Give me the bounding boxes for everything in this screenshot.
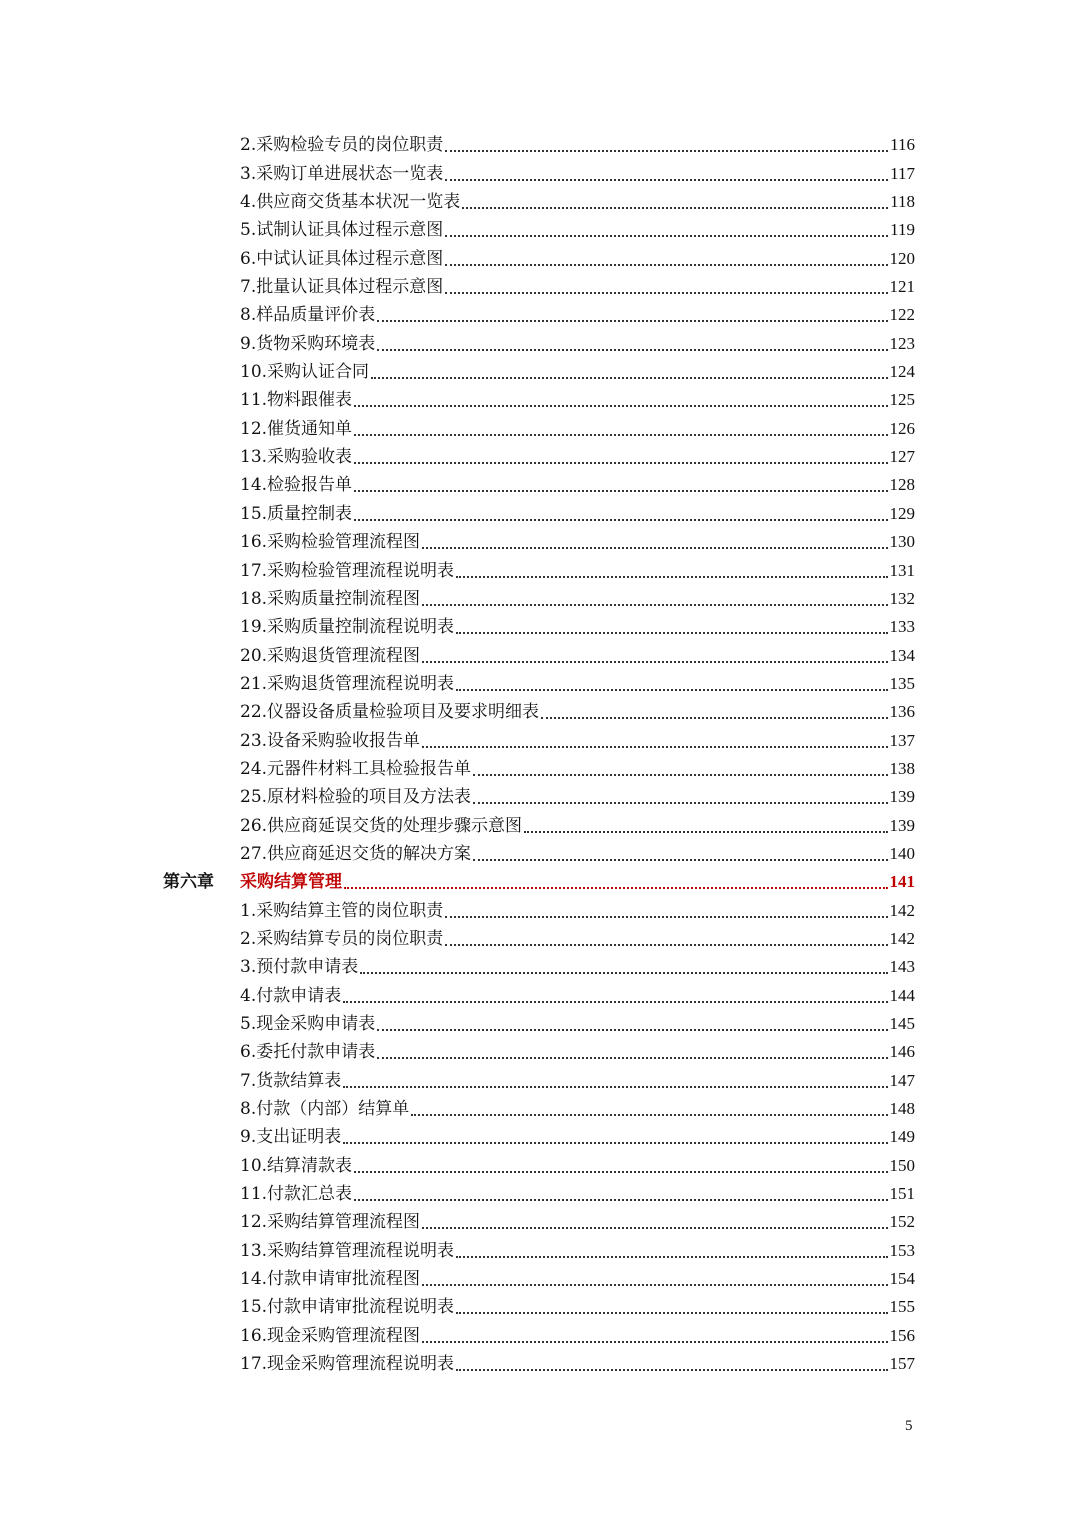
toc-entry-row bbox=[240, 386, 915, 414]
toc-entry-row bbox=[240, 216, 915, 244]
toc-entry-title: 18.采购质量控制流程图 bbox=[240, 588, 421, 609]
toc-entry[interactable] bbox=[0, 188, 1080, 216]
toc-entry[interactable] bbox=[0, 585, 1080, 613]
toc-dot-leader bbox=[456, 689, 887, 691]
toc-entry[interactable] bbox=[0, 1321, 1080, 1349]
toc-entry[interactable] bbox=[0, 1066, 1080, 1094]
toc-dot-leader bbox=[445, 150, 888, 152]
toc-entry-title: 12.催货通知单 bbox=[240, 418, 353, 439]
toc-entry-title: 16.采购检验管理流程图 bbox=[240, 532, 421, 553]
toc-entry-row bbox=[240, 131, 915, 159]
toc-entry-row bbox=[240, 273, 915, 301]
toc-entry-page: 125 bbox=[889, 390, 915, 410]
toc-entry[interactable] bbox=[0, 840, 1080, 868]
toc-entry-row bbox=[240, 812, 915, 840]
toc-entry-title: 10.结算清款表 bbox=[240, 1155, 353, 1176]
toc-dot-leader bbox=[541, 717, 887, 719]
toc-entry[interactable] bbox=[0, 358, 1080, 386]
toc-dot-leader bbox=[344, 887, 888, 889]
toc-entry-row bbox=[240, 670, 915, 698]
toc-entry-row bbox=[240, 1152, 915, 1180]
toc-entry[interactable] bbox=[0, 641, 1080, 669]
toc-dot-leader bbox=[422, 1227, 887, 1229]
toc-entry[interactable] bbox=[0, 216, 1080, 244]
toc-dot-leader bbox=[456, 1312, 887, 1314]
toc-entry[interactable] bbox=[0, 1010, 1080, 1038]
toc-entry-title: 15.质量控制表 bbox=[240, 503, 353, 524]
toc-entry[interactable] bbox=[0, 329, 1080, 357]
toc-entry-title: 17.采购检验管理流程说明表 bbox=[240, 560, 455, 581]
toc-entry-page: 130 bbox=[889, 532, 915, 552]
toc-entry[interactable] bbox=[0, 755, 1080, 783]
toc-entry-row bbox=[240, 471, 915, 499]
toc-dot-leader bbox=[343, 1142, 887, 1144]
toc-chapter-label: 第六章 bbox=[163, 872, 214, 893]
toc-entry-title: 9.支出证明表 bbox=[240, 1127, 342, 1148]
toc-entry-page: 132 bbox=[889, 588, 915, 608]
toc-entry-title: 8.付款（内部）结算单 bbox=[240, 1099, 410, 1120]
toc-entry-title: 11.付款汇总表 bbox=[240, 1184, 353, 1205]
toc-entry-row bbox=[240, 698, 915, 726]
toc-entry-page: 139 bbox=[889, 815, 915, 835]
toc-entry-title: 25.原材料检验的项目及方法表 bbox=[240, 787, 472, 808]
toc-dot-leader bbox=[354, 405, 887, 407]
toc-entry-title: 14.付款申请审批流程图 bbox=[240, 1269, 421, 1290]
toc-entry-page: 147 bbox=[889, 1070, 915, 1090]
toc-entry-row bbox=[240, 301, 915, 329]
toc-entry[interactable] bbox=[0, 726, 1080, 754]
toc-dot-leader bbox=[422, 1284, 887, 1286]
table-of-contents bbox=[0, 131, 1080, 1378]
toc-entry-title: 20.采购退货管理流程图 bbox=[240, 645, 421, 666]
toc-entry-page: 121 bbox=[889, 277, 915, 297]
toc-entry-row bbox=[240, 585, 915, 613]
toc-entry-title: 16.现金采购管理流程图 bbox=[240, 1325, 421, 1346]
toc-entry-page: 128 bbox=[889, 475, 915, 495]
toc-entry-row bbox=[240, 1067, 915, 1095]
toc-dot-leader bbox=[360, 972, 887, 974]
toc-entry-row bbox=[240, 642, 915, 670]
toc-entry[interactable] bbox=[0, 1208, 1080, 1236]
toc-entry-page: 152 bbox=[889, 1212, 915, 1232]
toc-entry-row bbox=[240, 443, 915, 471]
toc-entry[interactable] bbox=[0, 1151, 1080, 1179]
toc-dot-leader bbox=[354, 462, 887, 464]
toc-entry-row bbox=[240, 1010, 915, 1038]
toc-entry-page: 148 bbox=[889, 1099, 915, 1119]
toc-entry-row bbox=[240, 1237, 915, 1265]
toc-entry-row bbox=[240, 727, 915, 755]
toc-entry-row bbox=[240, 500, 915, 528]
toc-entry-page: 143 bbox=[889, 957, 915, 977]
toc-entry-row bbox=[240, 897, 915, 925]
toc-entry-title: 13.采购结算管理流程说明表 bbox=[240, 1240, 455, 1261]
toc-entry-page: 154 bbox=[889, 1269, 915, 1289]
toc-entry-row bbox=[240, 358, 915, 386]
toc-dot-leader bbox=[377, 349, 887, 351]
toc-entry[interactable] bbox=[0, 670, 1080, 698]
toc-entry[interactable] bbox=[0, 896, 1080, 924]
toc-entry-row bbox=[240, 1123, 915, 1151]
toc-entry-page: 140 bbox=[889, 843, 915, 863]
toc-entry-row bbox=[240, 1265, 915, 1293]
toc-dot-leader bbox=[354, 490, 887, 492]
toc-entry[interactable] bbox=[0, 528, 1080, 556]
toc-entry[interactable] bbox=[0, 499, 1080, 527]
toc-dot-leader bbox=[445, 264, 887, 266]
toc-entry-row bbox=[240, 415, 915, 443]
toc-entry-title: 8.样品质量评价表 bbox=[240, 305, 376, 326]
toc-entry[interactable] bbox=[0, 1293, 1080, 1321]
toc-entry-title: 27.供应商延迟交货的解决方案 bbox=[240, 843, 472, 864]
toc-entry-title: 1.采购结算主管的岗位职责 bbox=[240, 900, 444, 921]
toc-entry[interactable] bbox=[0, 1038, 1080, 1066]
toc-chapter-entry[interactable] bbox=[0, 868, 1080, 896]
toc-entry[interactable] bbox=[0, 1265, 1080, 1293]
toc-entry-title: 2.采购结算专员的岗位职责 bbox=[240, 928, 444, 949]
toc-entry[interactable] bbox=[0, 953, 1080, 981]
toc-entry[interactable] bbox=[0, 471, 1080, 499]
toc-entry-page: 116 bbox=[890, 135, 915, 155]
toc-entry-page: 118 bbox=[890, 192, 915, 212]
toc-entry-page: 124 bbox=[889, 362, 915, 382]
toc-entry-row bbox=[240, 613, 915, 641]
toc-entry-row bbox=[240, 245, 915, 273]
page-number: 5 bbox=[905, 1418, 913, 1434]
toc-entry-title: 9.货物采购环境表 bbox=[240, 333, 376, 354]
toc-entry-title: 13.采购验收表 bbox=[240, 447, 353, 468]
toc-entry-row bbox=[240, 925, 915, 953]
toc-dot-leader bbox=[354, 434, 887, 436]
toc-entry-title: 3.预付款申请表 bbox=[240, 957, 359, 978]
toc-entry[interactable] bbox=[0, 131, 1080, 159]
toc-dot-leader bbox=[354, 1171, 887, 1173]
toc-dot-leader bbox=[473, 774, 887, 776]
toc-dot-leader bbox=[473, 859, 887, 861]
toc-entry-page: 136 bbox=[889, 702, 915, 722]
toc-entry-page: 120 bbox=[889, 248, 915, 268]
toc-entry-row bbox=[240, 528, 915, 556]
toc-dot-leader bbox=[445, 292, 887, 294]
toc-entry-title: 21.采购退货管理流程说明表 bbox=[240, 673, 455, 694]
toc-entry-page: 142 bbox=[889, 900, 915, 920]
toc-entry-row bbox=[240, 783, 915, 811]
toc-entry-page: 151 bbox=[889, 1184, 915, 1204]
toc-entry-row bbox=[240, 1208, 915, 1236]
toc-entry-title: 7.批量认证具体过程示意图 bbox=[240, 277, 444, 298]
toc-dot-leader bbox=[422, 746, 887, 748]
toc-dot-leader bbox=[456, 1369, 887, 1371]
toc-entry-page: 149 bbox=[889, 1127, 915, 1147]
toc-entry-title: 6.中试认证具体过程示意图 bbox=[240, 248, 444, 269]
toc-entry-page: 144 bbox=[889, 985, 915, 1005]
toc-entry[interactable] bbox=[0, 1236, 1080, 1264]
toc-entry[interactable] bbox=[0, 811, 1080, 839]
toc-dot-leader bbox=[456, 576, 887, 578]
toc-entry-title: 6.委托付款申请表 bbox=[240, 1042, 376, 1063]
toc-entry-page: 146 bbox=[889, 1042, 915, 1062]
toc-entry[interactable] bbox=[0, 925, 1080, 953]
toc-entry-page: 123 bbox=[889, 333, 915, 353]
toc-dot-leader bbox=[524, 831, 887, 833]
toc-dot-leader bbox=[411, 1114, 887, 1116]
toc-entry-page: 134 bbox=[889, 645, 915, 665]
toc-dot-leader bbox=[377, 320, 887, 322]
toc-entry[interactable] bbox=[0, 1180, 1080, 1208]
toc-entry-title: 采购结算管理 bbox=[240, 872, 342, 893]
toc-entry-row bbox=[240, 755, 915, 783]
toc-entry-row bbox=[240, 1293, 915, 1321]
toc-dot-leader bbox=[445, 179, 888, 181]
toc-dot-leader bbox=[343, 1086, 887, 1088]
toc-entry-row bbox=[240, 188, 915, 216]
toc-entry-row bbox=[240, 840, 915, 868]
toc-dot-leader bbox=[343, 1001, 887, 1003]
toc-dot-leader bbox=[445, 235, 888, 237]
toc-entry-title: 26.供应商延误交货的处理步骤示意图 bbox=[240, 815, 523, 836]
toc-entry-row bbox=[240, 330, 915, 358]
toc-entry-page: 135 bbox=[889, 673, 915, 693]
toc-entry-row bbox=[240, 868, 915, 896]
toc-entry[interactable] bbox=[0, 698, 1080, 726]
toc-entry-title: 4.供应商交货基本状况一览表 bbox=[240, 192, 461, 213]
toc-dot-leader bbox=[445, 916, 887, 918]
toc-dot-leader bbox=[377, 1029, 887, 1031]
toc-entry[interactable] bbox=[0, 159, 1080, 187]
toc-entry-title: 17.现金采购管理流程说明表 bbox=[240, 1354, 455, 1375]
toc-entry-row bbox=[240, 1322, 915, 1350]
toc-entry-row bbox=[240, 953, 915, 981]
toc-entry-title: 11.物料跟催表 bbox=[240, 390, 353, 411]
toc-entry-title: 12.采购结算管理流程图 bbox=[240, 1212, 421, 1233]
toc-entry[interactable] bbox=[0, 273, 1080, 301]
toc-dot-leader bbox=[456, 1256, 887, 1258]
toc-entry-page: 137 bbox=[889, 730, 915, 750]
toc-dot-leader bbox=[445, 944, 887, 946]
toc-entry[interactable] bbox=[0, 1350, 1080, 1378]
toc-entry[interactable] bbox=[0, 981, 1080, 1009]
toc-entry-page: 155 bbox=[889, 1297, 915, 1317]
toc-dot-leader bbox=[422, 1341, 887, 1343]
toc-entry-page: 126 bbox=[889, 418, 915, 438]
toc-dot-leader bbox=[371, 377, 887, 379]
toc-entry-row bbox=[240, 557, 915, 585]
toc-entry-page: 139 bbox=[889, 787, 915, 807]
toc-entry-row bbox=[240, 1038, 915, 1066]
toc-entry-title: 2.采购检验专员的岗位职责 bbox=[240, 135, 444, 156]
toc-entry-title: 3.采购订单进展状态一览表 bbox=[240, 163, 444, 184]
toc-entry-title: 19.采购质量控制流程说明表 bbox=[240, 617, 455, 638]
toc-entry-page: 156 bbox=[889, 1325, 915, 1345]
toc-entry-title: 22.仪器设备质量检验项目及要求明细表 bbox=[240, 702, 540, 723]
toc-entry-title: 4.付款申请表 bbox=[240, 985, 342, 1006]
toc-dot-leader bbox=[377, 1057, 887, 1059]
toc-dot-leader bbox=[422, 547, 887, 549]
toc-entry-row bbox=[240, 1095, 915, 1123]
toc-entry-title: 5.现金采购申请表 bbox=[240, 1014, 376, 1034]
toc-entry-page: 141 bbox=[889, 872, 915, 892]
toc-dot-leader bbox=[422, 661, 887, 663]
toc-entry-page: 119 bbox=[890, 220, 915, 240]
toc-entry-title: 10.采购认证合同 bbox=[240, 362, 370, 383]
toc-entry[interactable] bbox=[0, 301, 1080, 329]
toc-dot-leader bbox=[422, 604, 887, 606]
toc-entry[interactable] bbox=[0, 783, 1080, 811]
toc-entry-page: 150 bbox=[889, 1155, 915, 1175]
toc-entry-title: 15.付款申请审批流程说明表 bbox=[240, 1297, 455, 1318]
toc-dot-leader bbox=[354, 519, 887, 521]
toc-entry-title: 24.元器件材料工具检验报告单 bbox=[240, 758, 472, 779]
toc-dot-leader bbox=[354, 1199, 887, 1201]
toc-entry-page: 122 bbox=[889, 305, 915, 325]
toc-entry-title: 5.试制认证具体过程示意图 bbox=[240, 220, 444, 241]
toc-entry-title: 7.货款结算表 bbox=[240, 1070, 342, 1091]
toc-entry-row bbox=[240, 1350, 915, 1378]
toc-entry[interactable] bbox=[0, 443, 1080, 471]
toc-entry-page: 138 bbox=[889, 758, 915, 778]
toc-entry-row bbox=[240, 982, 915, 1010]
toc-entry-page: 117 bbox=[890, 163, 915, 183]
toc-entry-title: 14.检验报告单 bbox=[240, 475, 353, 496]
toc-entry[interactable] bbox=[0, 386, 1080, 414]
toc-entry-page: 157 bbox=[889, 1354, 915, 1374]
toc-dot-leader bbox=[473, 802, 887, 804]
toc-entry-page: 129 bbox=[889, 503, 915, 523]
toc-entry[interactable] bbox=[0, 1123, 1080, 1151]
toc-entry[interactable] bbox=[0, 244, 1080, 272]
toc-entry-row bbox=[240, 160, 915, 188]
toc-dot-leader bbox=[462, 207, 888, 209]
toc-entry-page: 133 bbox=[889, 617, 915, 637]
toc-entry-page: 142 bbox=[889, 928, 915, 948]
toc-entry-page: 131 bbox=[889, 560, 915, 580]
toc-dot-leader bbox=[456, 632, 887, 634]
toc-entry[interactable] bbox=[0, 414, 1080, 442]
toc-entry-page: 153 bbox=[889, 1240, 915, 1260]
toc-entry-title: 23.设备采购验收报告单 bbox=[240, 730, 421, 751]
toc-entry-row bbox=[240, 1180, 915, 1208]
toc-entry[interactable] bbox=[0, 1095, 1080, 1123]
toc-entry[interactable] bbox=[0, 613, 1080, 641]
toc-entry-page: 145 bbox=[889, 1014, 915, 1033]
toc-entry-page: 127 bbox=[889, 447, 915, 467]
toc-entry[interactable] bbox=[0, 556, 1080, 584]
